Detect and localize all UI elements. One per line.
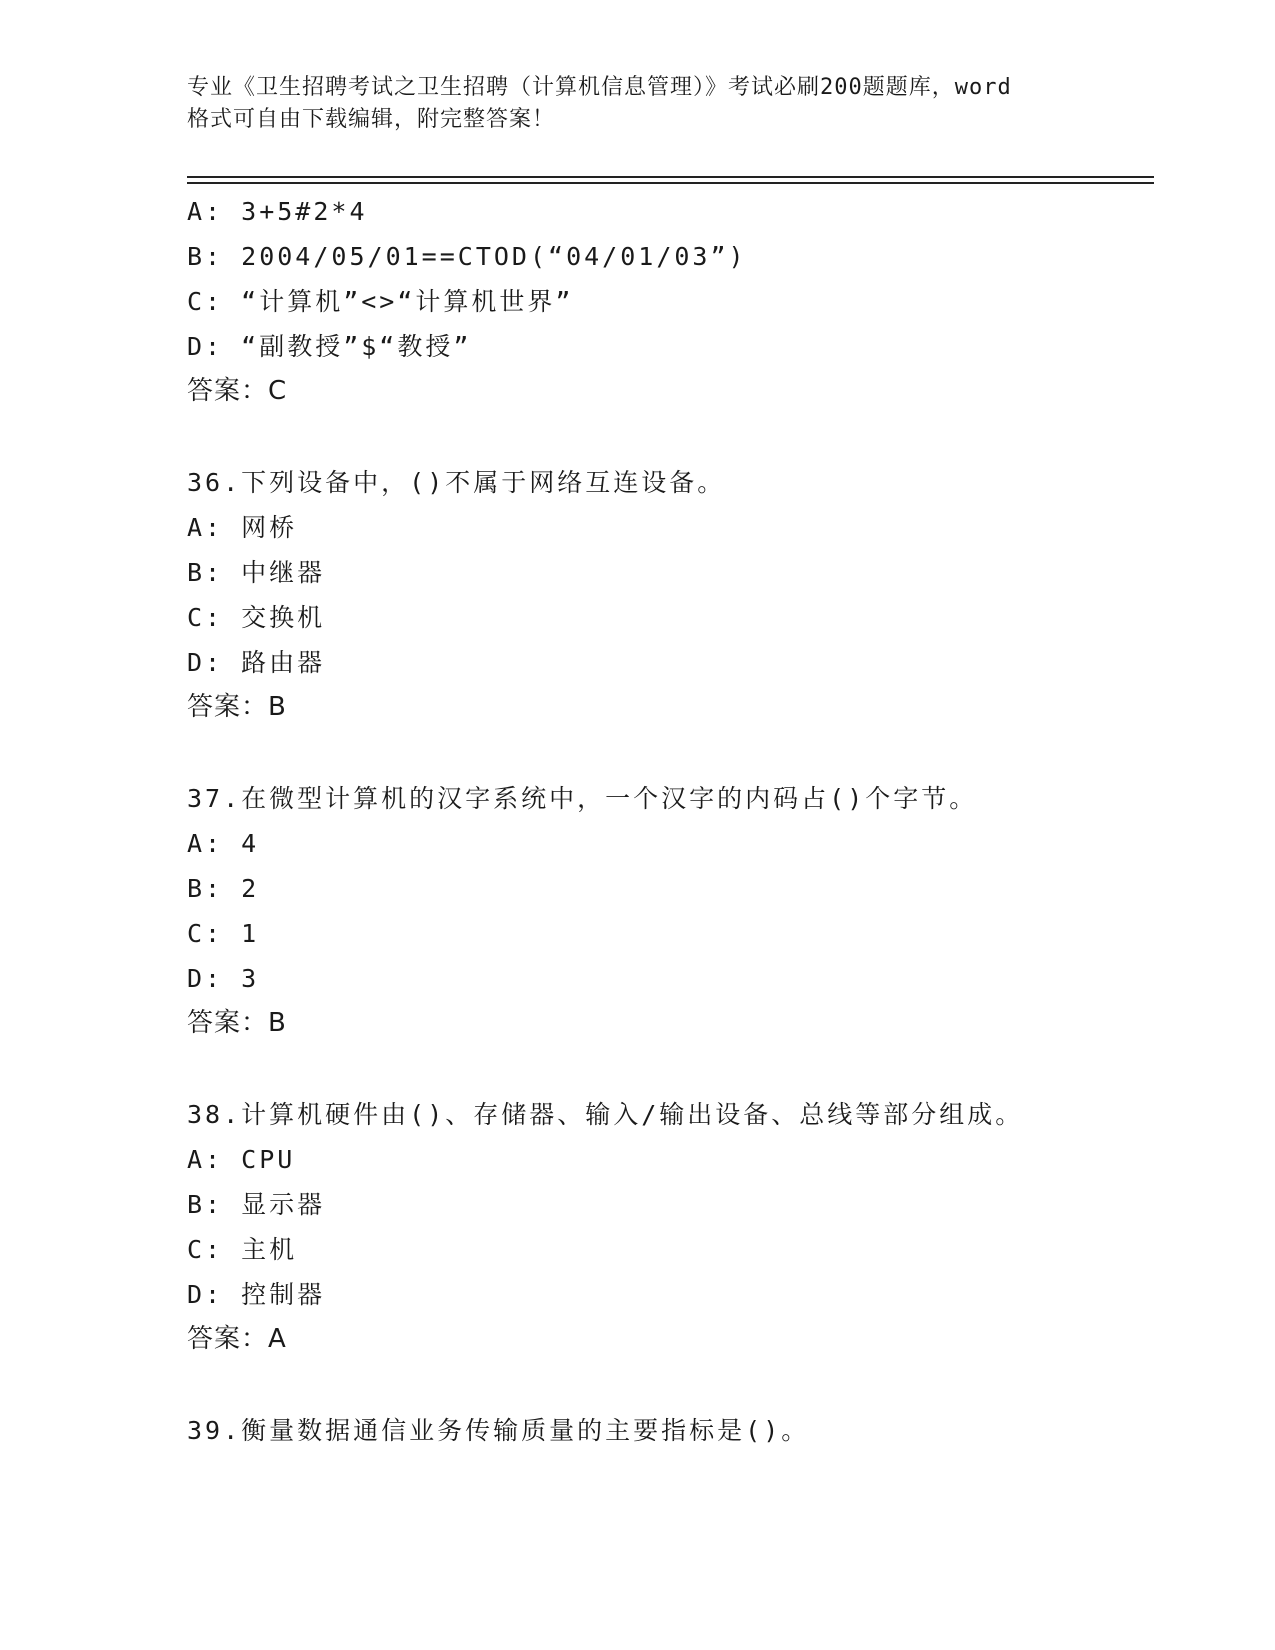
option-b: B: 2004/05/01==CTOD(“04/01/03”) bbox=[187, 242, 747, 271]
question-list bbox=[187, 189, 1147, 1453]
answer-line: 答案：A bbox=[187, 1324, 287, 1354]
header-divider-bottom bbox=[187, 182, 1154, 184]
question-block-prev bbox=[187, 189, 1147, 414]
option-a: A: 网桥 bbox=[187, 513, 298, 542]
spacer bbox=[187, 730, 1147, 776]
spacer bbox=[187, 1362, 1147, 1408]
option-b: B: 2 bbox=[187, 874, 260, 903]
spacer bbox=[187, 1046, 1147, 1092]
question-block-39 bbox=[187, 1408, 1147, 1453]
header-line-1: 专业《卫生招聘考试之卫生招聘（计算机信息管理）》考试必刷200题题库，word bbox=[187, 75, 1012, 100]
option-a: A: 3+5#2*4 bbox=[187, 197, 368, 226]
question-title: 38.计算机硬件由()、存储器、输入/输出设备、总线等部分组成。 bbox=[187, 1100, 1024, 1129]
question-block-38 bbox=[187, 1092, 1147, 1362]
option-c: C: “计算机”<>“计算机世界” bbox=[187, 287, 574, 316]
question-title: 36.下列设备中，()不属于网络互连设备。 bbox=[187, 468, 726, 497]
question-block-37 bbox=[187, 776, 1147, 1046]
option-d: D: 3 bbox=[187, 964, 260, 993]
spacer bbox=[187, 414, 1147, 460]
document-header bbox=[187, 72, 1087, 136]
option-a: A: CPU bbox=[187, 1145, 296, 1174]
option-d: D: “副教授”$“教授” bbox=[187, 332, 472, 361]
option-d: D: 控制器 bbox=[187, 1280, 326, 1309]
question-title: 39.衡量数据通信业务传输质量的主要指标是()。 bbox=[187, 1416, 810, 1445]
header-line-2: 格式可自由下载编辑，附完整答案！ bbox=[187, 107, 556, 132]
option-c: C: 主机 bbox=[187, 1235, 298, 1264]
option-c: C: 交换机 bbox=[187, 603, 326, 632]
option-d: D: 路由器 bbox=[187, 648, 326, 677]
option-c: C: 1 bbox=[187, 919, 260, 948]
header-divider-top bbox=[187, 176, 1154, 178]
question-title: 37.在微型计算机的汉字系统中，一个汉字的内码占()个字节。 bbox=[187, 784, 978, 813]
answer-line: 答案：C bbox=[187, 376, 288, 406]
answer-line: 答案：B bbox=[187, 692, 287, 722]
option-b: B: 中继器 bbox=[187, 558, 326, 587]
option-a: A: 4 bbox=[187, 829, 260, 858]
option-b: B: 显示器 bbox=[187, 1190, 326, 1219]
question-block-36 bbox=[187, 460, 1147, 730]
answer-line: 答案：B bbox=[187, 1008, 287, 1038]
